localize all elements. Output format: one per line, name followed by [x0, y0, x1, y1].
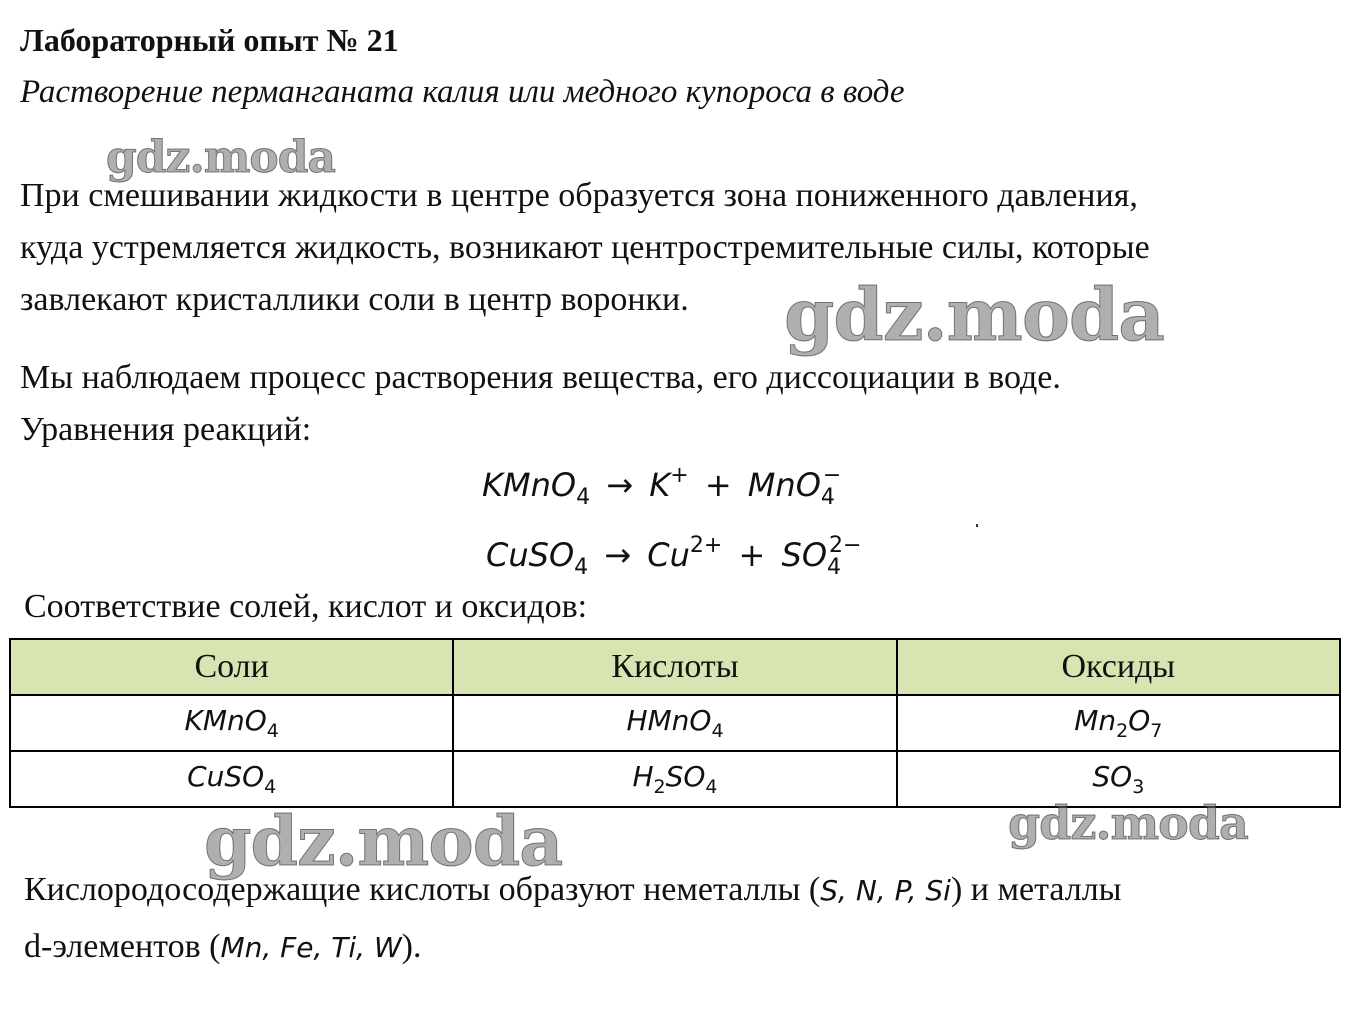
ion: SO [781, 536, 827, 574]
subscript: 4 [820, 485, 835, 510]
ion: Cu [647, 536, 690, 574]
equation-kmno4 [482, 463, 841, 510]
subscript: 4 [827, 555, 841, 580]
ion: MnO [747, 466, 821, 504]
arrow: → [606, 466, 634, 504]
paragraph-dissolution: Мы наблюдаем процесс растворения вещества, его диссоциации в воде. [20, 359, 1061, 396]
paragraph-oxoacids [24, 862, 1122, 976]
charge: 2− [829, 533, 862, 558]
paragraph-line: куда устремляется жидкость, возникают центростремительные силы, которые [20, 229, 1150, 266]
plus-sign: + [704, 466, 732, 504]
table-row [10, 695, 1340, 751]
stray-dot [976, 524, 978, 527]
header-salts: Соли [10, 639, 453, 695]
cell-salt: CuSO$_4$ [10, 751, 453, 807]
cell-acid: $H_2SO_4$ [453, 751, 896, 807]
paragraph-line: завлекают кристаллики соли в центр воронки. [20, 281, 689, 318]
element-list: S, N, P, Si [820, 874, 951, 907]
paragraph-line: d-элементов (Mn, Fe, Ti, W). [24, 928, 422, 965]
subscript: 4 [574, 555, 589, 580]
cell-oxide: $Mn_2O_7$ [897, 695, 1340, 751]
plus-sign: + [738, 536, 766, 574]
equation-cuso4 [486, 533, 861, 580]
table-label: Соответствие солей, кислот и оксидов: [24, 588, 588, 625]
element-list: Mn, Fe, Ti, W [220, 931, 402, 964]
cell-salt: KMnO$_4$ [10, 695, 453, 751]
charge: + [670, 463, 689, 488]
charge: − [822, 463, 842, 488]
formula: KMnO [482, 466, 577, 504]
cell-oxide: $SO_3$ [897, 751, 1340, 807]
header-acids: Кислоты [453, 639, 896, 695]
header-oxides: Оксиды [897, 639, 1340, 695]
page-subtitle: Растворение перманганата калия или медного купороса в воде [20, 74, 905, 110]
salts-acids-oxides-table [9, 638, 1341, 808]
watermark: gdz.moda [204, 802, 563, 882]
paragraph-line: При смешивании жидкости в центре образуется зона пониженного давления, [20, 177, 1138, 214]
cell-acid: HMnO$_4$ [453, 695, 896, 751]
charge: 2+ [689, 533, 723, 558]
watermark: gdz.moda [106, 132, 336, 183]
subscript: 4 [576, 485, 591, 510]
table-header-row [10, 639, 1340, 695]
ion: K [649, 466, 671, 504]
paragraph-line: Кислородосодержащие кислоты образуют неметаллы (S, N, P, Si) и металлы [24, 871, 1122, 908]
equations-label: Уравнения реакций: [20, 411, 312, 448]
watermark: gdz.moda [784, 272, 1164, 357]
formula: CuSO [486, 536, 575, 574]
page-title: Лабораторный опыт № 21 [20, 22, 399, 58]
watermark: gdz.moda [1008, 796, 1248, 850]
arrow: → [604, 536, 632, 574]
